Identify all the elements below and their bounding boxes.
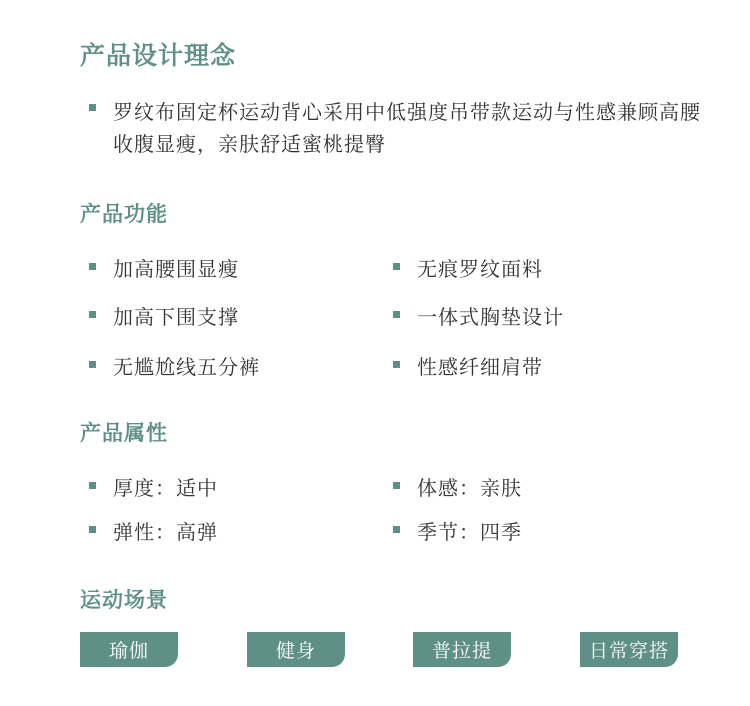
function-item: 加高腰围显瘦 — [113, 257, 239, 281]
design-concept-text: 罗纹布固定杯运动背心采用中低强度吊带款运动与性感兼顾高腰收腹显瘦，亲肤舒适蜜桃提臀 — [113, 100, 701, 156]
bullet-icon — [393, 482, 400, 489]
functions-heading: 产品功能 — [80, 202, 168, 226]
scenes-heading: 运动场景 — [80, 588, 168, 612]
bullet-icon — [89, 482, 96, 489]
attribute-item: 体感：亲肤 — [417, 476, 522, 500]
scene-tag-yoga: 瑜伽 — [80, 632, 178, 667]
bullet-icon — [89, 263, 96, 270]
bullet-icon — [393, 311, 400, 318]
bullet-icon — [89, 361, 96, 368]
attributes-heading: 产品属性 — [80, 421, 168, 445]
function-item: 无痕罗纹面料 — [417, 257, 543, 281]
bullet-icon — [393, 263, 400, 270]
page-title: 产品设计理念 — [80, 41, 237, 70]
scene-tag-pilates: 普拉提 — [413, 632, 511, 667]
bullet-icon — [89, 104, 96, 111]
scene-tag-daily: 日常穿搭 — [580, 632, 678, 667]
attribute-item: 厚度：适中 — [113, 476, 218, 500]
bullet-icon — [393, 526, 400, 533]
attribute-item: 弹性：高弹 — [113, 520, 218, 544]
bullet-icon — [393, 361, 400, 368]
function-item: 一体式胸垫设计 — [417, 305, 564, 329]
function-item: 无尴尬线五分裤 — [113, 355, 260, 379]
function-item: 性感纤细肩带 — [417, 355, 543, 379]
function-item: 加高下围支撑 — [113, 305, 239, 329]
bullet-icon — [89, 526, 96, 533]
bullet-icon — [89, 311, 96, 318]
attribute-item: 季节：四季 — [417, 520, 522, 544]
scene-tag-fitness: 健身 — [247, 632, 345, 667]
